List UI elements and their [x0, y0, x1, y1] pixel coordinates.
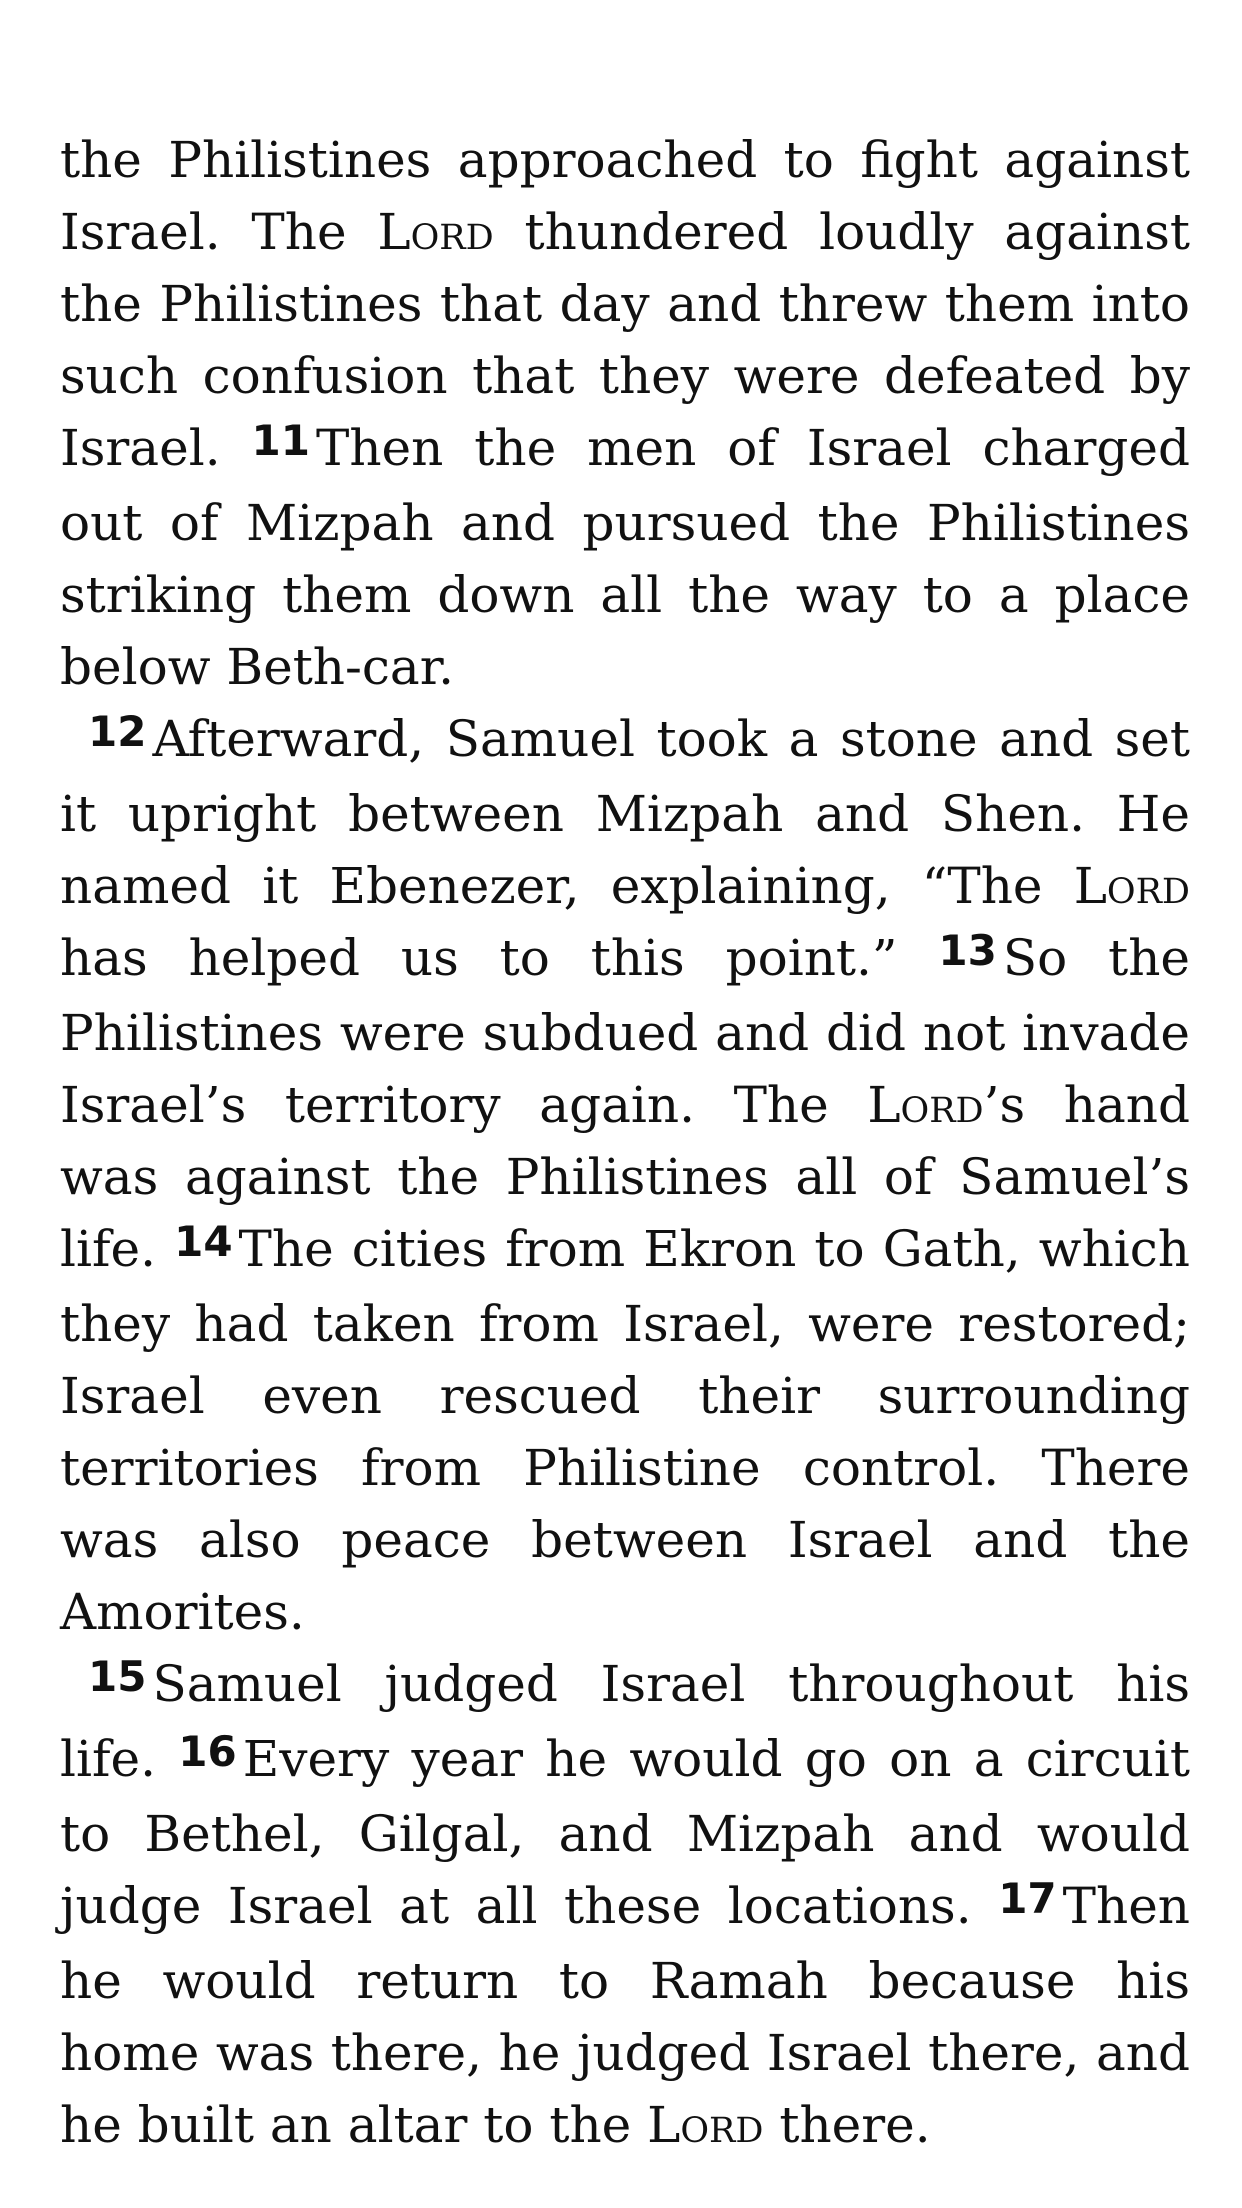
divine-name: Lord [647, 2096, 764, 2154]
paragraph [60, 703, 1190, 1648]
paragraph [60, 124, 1190, 703]
verse-number: 12 [88, 707, 147, 756]
verse-text: has helped us to this point.” [60, 929, 939, 987]
verse-number: 13 [938, 926, 997, 975]
divine-name: Lord [377, 203, 494, 261]
verse-text: So the Philistines were subdued and did not invade Israel’s territory again. The [60, 929, 1190, 1134]
verse-text: Then he would return to Ramah because his home was there, he judged Israel there, and he built an altar to the [60, 1877, 1190, 2154]
verse-text: Afterward, Samuel took a stone and set it upright between Mizpah and Shen. He named it Ebenezer, explaining, “The [60, 710, 1190, 915]
verse-text: the Philistines approached to fight against Israel. The [60, 131, 1190, 261]
verse-text: Samuel judged Israel throughout his life. [60, 1655, 1190, 1788]
verse-number: 14 [174, 1217, 233, 1266]
verse-number: 11 [251, 416, 310, 465]
verse-text: Every year he would go on a circuit to Bethel, Gilgal, and Mizpah and would judge Israel at all these locations. [60, 1730, 1190, 1935]
verse-number: 16 [178, 1727, 237, 1776]
verse-text: Then the men of Israel charged out of Mizpah and pursued the Philistines striking them down all the way to a place below Beth-car. [60, 419, 1190, 696]
reading-page [60, 124, 1190, 2161]
verse-number: 17 [998, 1874, 1057, 1923]
verse-text: ’s hand was against the Philistines all of Samuel’s life. [60, 1076, 1190, 1278]
verse-text: there. [763, 2096, 931, 2154]
divine-name: Lord [1073, 857, 1190, 915]
verse-text: thundered loudly against the Philistines that day and threw them into such confusion that they were defeated by Israel. [60, 203, 1190, 477]
divine-name: Lord [867, 1076, 984, 1134]
paragraph [60, 1648, 1190, 2161]
verse-number: 15 [88, 1652, 147, 1701]
verse-text: The cities from Ekron to Gath, which they had taken from Israel, were restored; Israel even rescued their surrounding territories from Philistine control. There was also peace between Israel and the Amorites. [60, 1220, 1190, 1641]
